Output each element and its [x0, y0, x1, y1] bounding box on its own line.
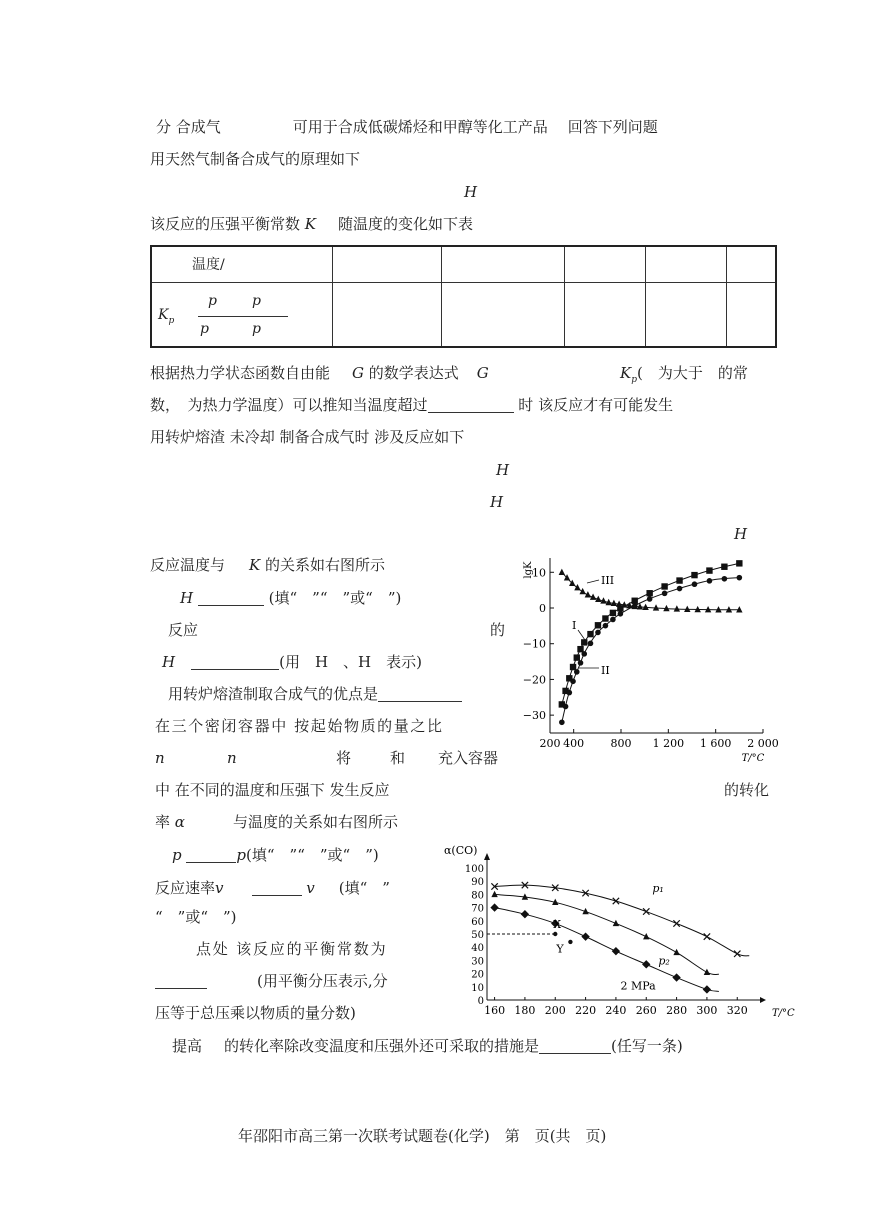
y-tick-label: 90 [471, 877, 484, 889]
gibbs-line: 根据热力学状态函数自由能 G 的数学表达式 G [150, 364, 489, 382]
series-point-III [559, 569, 565, 575]
series-point-II [570, 679, 576, 685]
series-point [672, 973, 680, 981]
series-point-I [577, 646, 583, 652]
x-tick-label: 200 [544, 1004, 566, 1017]
series-point [491, 891, 497, 897]
slag-intro: 用转炉熔渣 未冷却 制备合成气时 涉及反应如下 [150, 428, 465, 446]
table-cell [646, 282, 727, 347]
q-intro-2: 用天然气制备合成气的原理如下 [150, 150, 361, 168]
table-header-temp: 温度/ [151, 246, 333, 282]
q-intro-1: 分 合成气 可用于合成低碳烯烃和甲醇等化工产品 回答下列问题 [156, 118, 658, 136]
series-point-II [722, 576, 728, 582]
x-tick-label: 800 [610, 737, 632, 750]
answer-blank-advantage[interactable] [378, 687, 462, 702]
table-row-label-kp: $K_p$ p p p p [151, 282, 333, 347]
series-point-III [736, 606, 742, 612]
annotation-y: Y [556, 942, 564, 956]
q-advantage: 用转炉熔渣制取合成气的优点是 [168, 685, 462, 703]
series-point [673, 949, 679, 955]
delta-h-label: H [496, 461, 510, 479]
x-tick-label: 180 [514, 1004, 536, 1017]
x-axis-label: T/°C [772, 1008, 795, 1019]
delta-h-label: H [464, 183, 478, 201]
table-cell [727, 282, 777, 347]
x-tick-label: 240 [605, 1004, 627, 1017]
series-point [490, 903, 498, 911]
series-point-I [595, 622, 601, 628]
y-tick-label: 100 [464, 864, 484, 875]
label-leader [578, 630, 585, 640]
q-delta-h-expr: H (用 H 、H 表示) [162, 653, 422, 671]
table-cell [333, 246, 442, 282]
series-point-II [578, 660, 584, 666]
series-point-I [736, 560, 742, 566]
series-point-I [706, 567, 712, 573]
series-point-I [646, 590, 652, 596]
x-tick-label: 1 200 [652, 737, 685, 750]
series-point-II [677, 586, 683, 592]
series-point [581, 932, 589, 940]
q-reaction: 反应 [168, 621, 199, 639]
series-point [642, 960, 650, 968]
series-point-II [707, 578, 713, 584]
q-delta-h-sign: H (填“ ”“ ”或“ ”) [180, 589, 402, 607]
q-rate: 反应速率v v (填“ ” [155, 879, 390, 897]
y-tick-label: 60 [471, 916, 484, 928]
series-point-III [726, 606, 732, 612]
series-point-I [691, 572, 697, 578]
series-point-III [715, 606, 721, 612]
y-tick-label: 20 [471, 969, 484, 981]
series-point-II [567, 690, 573, 696]
series-point-II [559, 719, 565, 725]
q-measures: 提高 的转化率除改变温度和压强外还可采取的措施是 (任写一条) [172, 1037, 683, 1055]
x-axis-arrow [760, 997, 766, 1003]
annotation-x: X [553, 918, 562, 931]
word-fill: 充入容器 [438, 749, 499, 767]
y-axis-label: lgK [523, 561, 534, 579]
y-tick-label: 70 [471, 903, 484, 915]
y-tick-label: −10 [522, 637, 546, 651]
answer-blank-temperature[interactable] [428, 398, 514, 413]
series-point-II [737, 575, 743, 581]
y-tick-label: 0 [539, 602, 546, 615]
y-tick-label: −30 [522, 709, 546, 723]
series-point-II [647, 596, 653, 602]
series-point-II [603, 623, 609, 629]
x-tick-label: 220 [575, 1004, 597, 1017]
series-point-II [610, 617, 616, 623]
y-tick-label: 50 [471, 930, 484, 941]
answer-blank-pressure[interactable] [186, 848, 236, 863]
kp-table [150, 245, 777, 348]
chart-lgk-vs-t [515, 550, 785, 775]
series-point-II [595, 630, 601, 636]
x-tick-label: 160 [484, 1004, 506, 1017]
x-tick-label: 320 [726, 1004, 748, 1017]
x-tick-label: 280 [666, 1004, 688, 1017]
annotation-p1: p₁ [652, 881, 664, 895]
x-axis-label: T/°C [741, 753, 765, 764]
y-tick-label: −20 [522, 673, 546, 687]
series-point-I [676, 577, 682, 583]
annotation-2mpa: 2 MPa [620, 979, 656, 993]
annotation-p2: p₂ [658, 954, 670, 968]
var-n: n [155, 749, 165, 767]
series-point-II [588, 641, 594, 647]
label-leader [587, 580, 599, 583]
y-tick-label: 0 [477, 996, 484, 1007]
q-kp-note: 压等于总压乘以物质的量分数) [155, 1004, 356, 1022]
series-point-II [563, 704, 569, 710]
answer-blank-sign[interactable] [198, 591, 264, 606]
table-cell [727, 246, 777, 282]
table-cell [565, 246, 646, 282]
series-point-I [581, 639, 587, 645]
table-intro: 该反应的压强平衡常数 K 随温度的变化如下表 [150, 215, 474, 233]
y-axis-label: α(CO) [444, 844, 478, 857]
series-point [703, 985, 711, 993]
word-jiang: 将 [336, 749, 352, 767]
series-point-I [721, 564, 727, 570]
y-tick-label: 30 [471, 956, 484, 968]
x-tick-label: 400 [563, 737, 585, 750]
y-tick-label: 40 [471, 943, 484, 955]
series-point-I [587, 631, 593, 637]
q-reaction-of: 的 [490, 621, 506, 639]
series-point-II [662, 591, 668, 597]
answer-blank-expression[interactable] [191, 655, 279, 670]
table-cell [442, 282, 565, 347]
series-point-I [574, 654, 580, 660]
series-point-I [602, 615, 608, 621]
delta-h-label: H [490, 493, 504, 511]
x-tick-label: 200 [539, 737, 561, 750]
q-containers-1: 在三个密闭容器中 按起始物质的量之比 [155, 717, 444, 735]
chart-conversion-vs-t [442, 840, 795, 1022]
var-n: n [227, 749, 237, 767]
series-point-II [581, 651, 587, 657]
answer-blank-rate[interactable] [252, 881, 302, 896]
series-point [612, 947, 620, 955]
temperature-question: 数， 为热力学温度）可以推知当温度超过 时 该反应才有可能发生 [150, 396, 674, 414]
series-point-II [618, 611, 624, 617]
table-cell [565, 282, 646, 347]
series-point-II [692, 581, 698, 587]
gibbs-line-end: $K_p$( 为大于 的常 [620, 364, 748, 385]
q-conversion: 率 α 与温度的关系如右图所示 [155, 813, 398, 831]
q-containers-3: 中 在不同的温度和压强下 发生反应 [155, 781, 390, 799]
series-point-III [579, 588, 585, 594]
answer-blank-measure[interactable] [539, 1039, 611, 1054]
q-rate-cont: “ ”或“ ”) [155, 908, 237, 926]
q-kp-point: 点处 该反应的平衡常数为 [196, 940, 388, 958]
series-point-I [610, 610, 616, 616]
series-point-I [661, 583, 667, 589]
answer-blank-kp[interactable] [155, 974, 207, 989]
y-tick-label: 80 [471, 890, 484, 902]
y-axis-arrow [484, 853, 490, 860]
series-point-III [574, 584, 580, 590]
series-label-III: III [601, 574, 615, 587]
q-pressure: p p(填“ ”“ ”或“ ”) [172, 846, 379, 864]
series-label-II: II [601, 664, 610, 677]
y-tick-label: 10 [471, 982, 484, 994]
point-x [553, 932, 557, 936]
q-kp-answer: (用平衡分压表示,分 [155, 972, 388, 990]
x-tick-label: 2 000 [747, 737, 779, 750]
x-tick-label: 300 [696, 1004, 718, 1017]
series-label-I: I [572, 619, 577, 632]
q-containers-3-end: 的转化 [724, 781, 770, 799]
delta-h-label: H [734, 525, 748, 543]
series-line [495, 885, 750, 956]
series-point [643, 933, 649, 939]
point-y [568, 940, 572, 944]
word-he: 和 [390, 749, 406, 767]
page-footer: 年邵阳市高三第一次联考试题卷(化学) 第 页(共 页) [238, 1127, 607, 1145]
table-cell [442, 246, 565, 282]
x-tick-label: 1 600 [699, 737, 732, 750]
table-cell [333, 282, 442, 347]
table-cell [646, 246, 727, 282]
x-tick-label: 260 [635, 1004, 657, 1017]
chart1-intro: 反应温度与 K 的关系如右图所示 [150, 556, 386, 574]
series-point-I [570, 664, 576, 670]
y-tick-label: 10 [532, 566, 546, 580]
series-point [704, 969, 710, 975]
series-point [521, 910, 529, 918]
series-point-II [574, 669, 580, 675]
